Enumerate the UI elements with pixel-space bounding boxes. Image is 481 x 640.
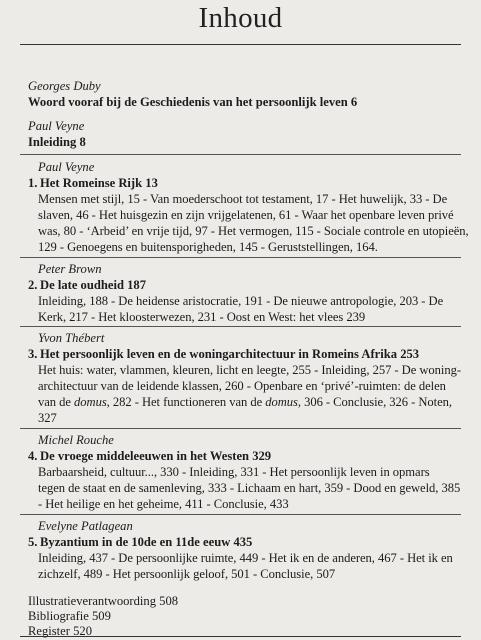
chapter-separator xyxy=(20,428,461,429)
chapter-2-line-2: Kerk, 217 - Het kloosterwezen, 231 - Oost en West: het vlees 239 xyxy=(38,310,366,324)
chapter-3-line-2: architectuur van de leidende klassen, 260 - Openbare en ‘privé’-ruimten: de delen xyxy=(38,379,446,393)
chapter-1-line-3: was, 80 - ‘Arbeid’ en vrije tijd, 97 - Het vermogen, 115 - Sociale controle en utopieën, xyxy=(38,224,469,238)
chapter-separator xyxy=(20,257,461,258)
chapter-separator xyxy=(20,326,461,327)
chapter-1-line-4: 129 - Genoegens en buitensporigheden, 145 - Geruststellingen, 164. xyxy=(38,240,378,254)
toc-entry-inleiding: Inleiding 8 xyxy=(28,135,86,149)
chapter-3-line-1: Het huis: water, vlammen, kleuren, licht en leegte, 255 - Inleiding, 257 - De woning- xyxy=(38,363,461,377)
top-rule xyxy=(20,44,461,45)
toc-entry-woord-vooraf: Woord vooraf bij de Geschiedenis van het persoonlijk leven 6 xyxy=(28,95,358,109)
chapter-separator xyxy=(20,154,461,155)
chapter-5-line-2: zichzelf, 489 - Het persoonlijk geloof, 501 - Conclusie, 507 xyxy=(38,567,336,581)
chapter-2-author: Peter Brown xyxy=(38,262,102,276)
toc-entry-bibliografie: Bibliografie 509 xyxy=(28,609,111,623)
emphasis-domus: domus xyxy=(74,395,107,409)
chapter-1-line-2: slaven, 46 - Het huisgezin en zijn vrijgelatenen, 61 - Waar het openbare leven privé xyxy=(38,208,454,222)
chapter-5-line-1: Inleiding, 437 - De persoonlijke ruimte, 449 - Het ik en de anderen, 467 - Het ik en xyxy=(38,551,453,565)
chapter-3-line-4: 327 xyxy=(38,411,57,425)
chapter-4-title: De vroege middeleeuwen in het Westen 329 xyxy=(40,449,272,463)
chapter-4-heading xyxy=(28,448,271,464)
toc-entry-illustraties: Illustratieverantwoording 508 xyxy=(28,594,179,608)
chapter-5-heading xyxy=(28,534,252,550)
chapter-1-heading xyxy=(28,175,158,191)
chapter-1-title: Het Romeinse Rijk 13 xyxy=(40,176,158,190)
chapter-5-title: Byzantium in de 10de en 11de eeuw 435 xyxy=(40,535,253,549)
chapter-2-title: De late oudheid 187 xyxy=(40,278,147,292)
chapter-2-heading xyxy=(28,277,146,293)
chapter-1-number: 1. xyxy=(28,176,38,190)
page-title: Inhoud xyxy=(198,2,283,34)
chapter-4-line-1: Barbaarsheid, cultuur..., 330 - Inleiding, 331 - Het persoonlijk leven in opmars xyxy=(38,465,430,479)
chapter-3-line-3: van de domus, 282 - Het functioneren van de domus, 306 - Conclusie, 326 - Noten, xyxy=(38,395,452,409)
chapter-separator xyxy=(20,514,461,515)
chapter-4-author: Michel Rouche xyxy=(38,433,114,447)
chapter-3-number: 3. xyxy=(28,347,38,361)
chapter-3-author: Yvon Thébert xyxy=(38,331,105,345)
chapter-1-author: Paul Veyne xyxy=(38,160,95,174)
chapter-4-line-2: tegen de staat en de samenleving, 333 - Lichaam en hart, 359 - Dood en geweld, 385 xyxy=(38,481,461,495)
chapter-5-author: Evelyne Patlagean xyxy=(38,519,133,533)
emphasis-domus: domus xyxy=(265,395,298,409)
chapter-2-number: 2. xyxy=(28,278,38,292)
chapter-1-line-1: Mensen met stijl, 15 - Van moederschoot tot testament, 17 - Het huwelijk, 33 - De xyxy=(38,192,448,206)
toc-entry-register: Register 520 xyxy=(28,624,93,638)
author-duby: Georges Duby xyxy=(28,79,101,93)
chapter-4-line-3: - Het heilige en het geheime, 411 - Conclusie, 433 xyxy=(38,497,289,511)
chapter-3-heading xyxy=(28,346,419,362)
author-veyne-intro: Paul Veyne xyxy=(28,119,85,133)
bottom-rule xyxy=(20,636,461,637)
chapter-5-number: 5. xyxy=(28,535,38,549)
chapter-4-number: 4. xyxy=(28,449,38,463)
chapter-3-title: Het persoonlijk leven en de woningarchitectuur in Romeins Afrika 253 xyxy=(40,347,420,361)
chapter-2-line-1: Inleiding, 188 - De heidense aristocratie, 191 - De nieuwe antropologie, 203 - De xyxy=(38,294,444,308)
